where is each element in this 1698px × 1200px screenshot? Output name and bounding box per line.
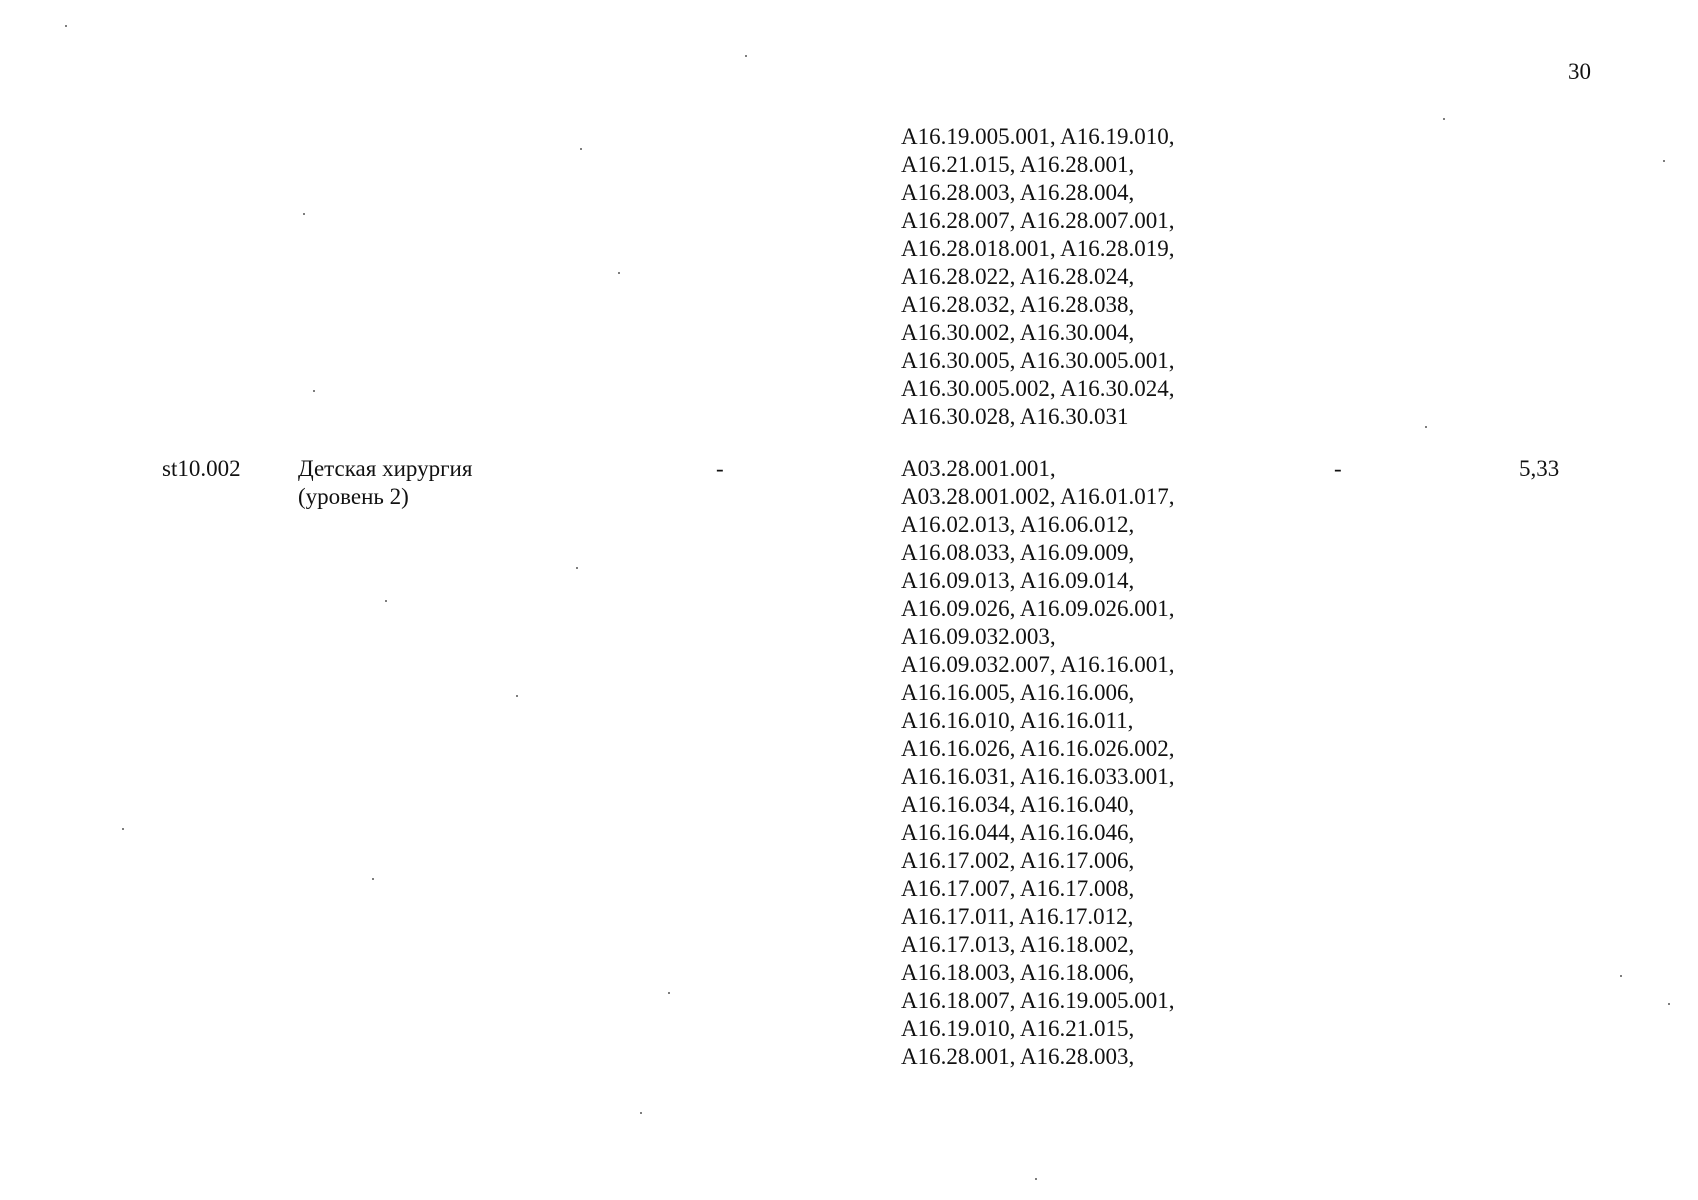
code-line: A03.28.001.002, A16.01.017,: [901, 484, 1175, 509]
row-code: st10.002: [162, 456, 241, 481]
scan-speck: [1425, 426, 1427, 428]
page-number: 30: [1568, 59, 1591, 84]
code-line: A16.09.032.003,: [901, 624, 1056, 649]
scan-speck: [618, 272, 620, 274]
code-line: A16.17.002, A16.17.006,: [901, 848, 1135, 873]
code-line: A16.30.002, A16.30.004,: [901, 320, 1135, 345]
code-line: A16.17.013, A16.18.002,: [901, 932, 1135, 957]
scan-speck: [576, 567, 578, 569]
code-line: A03.28.001.001,: [901, 456, 1056, 481]
code-line: A16.18.003, A16.18.006,: [901, 960, 1135, 985]
scan-speck: [1668, 1003, 1670, 1005]
code-line: A16.19.005.001, A16.19.010,: [901, 124, 1175, 149]
code-line: A16.16.031, A16.16.033.001,: [901, 764, 1175, 789]
scan-speck: [1443, 118, 1445, 120]
code-line: A16.30.028, A16.30.031: [901, 404, 1129, 429]
scan-speck: [385, 600, 387, 602]
code-line: A16.16.026, A16.16.026.002,: [901, 736, 1175, 761]
code-line: A16.21.015, A16.28.001,: [901, 152, 1135, 177]
scan-speck: [303, 213, 305, 215]
code-line: A16.17.007, A16.17.008,: [901, 876, 1135, 901]
code-line: A16.18.007, A16.19.005.001,: [901, 988, 1175, 1013]
row-dash-cell: -: [1334, 456, 1342, 481]
code-line: A16.16.034, A16.16.040,: [901, 792, 1135, 817]
row-name-line: Детская хирургия: [298, 456, 473, 481]
continued-codes-cell: [901, 123, 1174, 431]
code-line: A16.30.005.002, A16.30.024,: [901, 376, 1175, 401]
row-coefficient: 5,33: [1519, 456, 1560, 481]
code-line: A16.28.007, A16.28.007.001,: [901, 208, 1175, 233]
code-line: A16.09.026, A16.09.026.001,: [901, 596, 1175, 621]
scan-speck: [65, 25, 67, 27]
scan-speck: [122, 828, 124, 830]
scan-speck: [668, 992, 670, 994]
code-line: A16.08.033, A16.09.009,: [901, 540, 1135, 565]
code-line: A16.09.032.007, A16.16.001,: [901, 652, 1175, 677]
code-line: A16.28.018.001, A16.28.019,: [901, 236, 1175, 261]
scan-speck: [640, 1112, 642, 1114]
code-line: A16.16.044, A16.16.046,: [901, 820, 1135, 845]
code-line: A16.17.011, A16.17.012,: [901, 904, 1134, 929]
scan-speck: [745, 55, 747, 57]
code-line: A16.09.013, A16.09.014,: [901, 568, 1135, 593]
code-line: A16.28.003, A16.28.004,: [901, 180, 1135, 205]
code-line: A16.16.005, A16.16.006,: [901, 680, 1135, 705]
scan-speck: [1035, 1178, 1037, 1180]
row-name: [298, 455, 472, 511]
scan-speck: [372, 878, 374, 880]
code-line: A16.28.022, A16.28.024,: [901, 264, 1135, 289]
row-name-line: (уровень 2): [298, 484, 409, 509]
code-line: A16.28.032, A16.28.038,: [901, 292, 1135, 317]
scan-speck: [1663, 160, 1665, 162]
code-line: A16.16.010, A16.16.011,: [901, 708, 1134, 733]
scan-speck: [1620, 975, 1622, 977]
scan-speck: [313, 390, 315, 392]
row-codes-cell: [901, 455, 1174, 1071]
scan-speck: [580, 148, 582, 150]
row-dash-cell: -: [716, 456, 724, 481]
code-line: A16.30.005, A16.30.005.001,: [901, 348, 1175, 373]
code-line: A16.02.013, A16.06.012,: [901, 512, 1135, 537]
scan-speck: [516, 695, 518, 697]
code-line: A16.28.001, A16.28.003,: [901, 1044, 1135, 1069]
code-line: A16.19.010, A16.21.015,: [901, 1016, 1135, 1041]
